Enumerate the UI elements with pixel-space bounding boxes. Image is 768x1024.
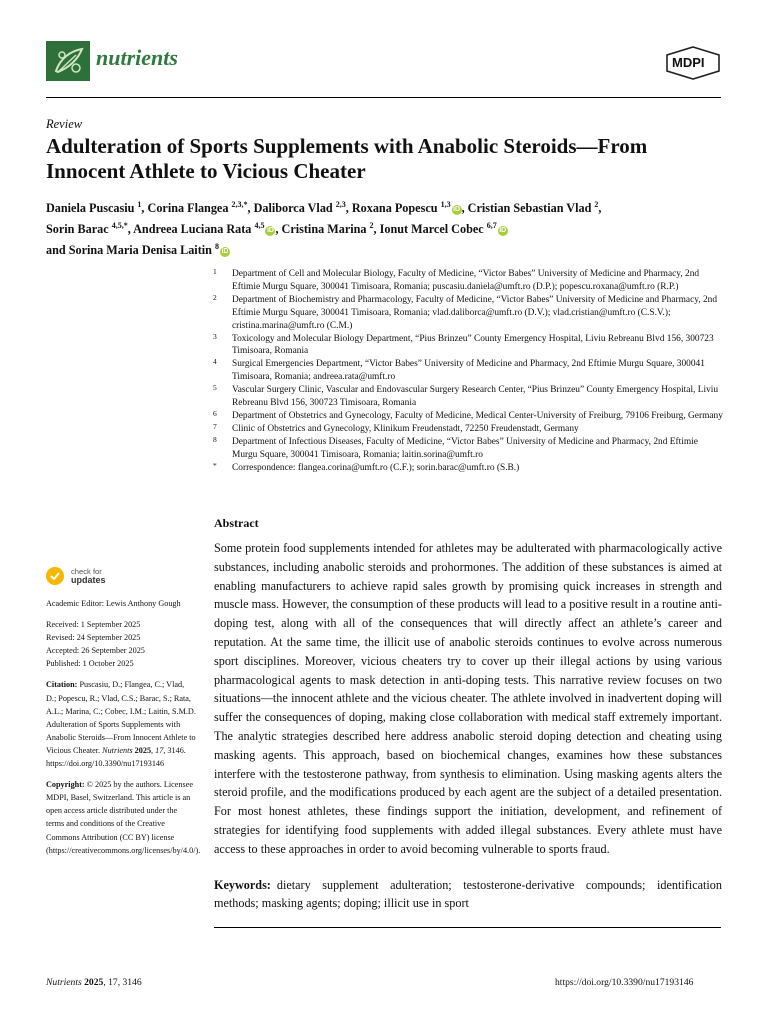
author-name: Sorin Barac [46,222,109,237]
affiliation-item [213,423,723,436]
article-type: Review [46,117,83,131]
keywords-divider [214,927,721,928]
author-affiliation-marker: 2,3 [335,200,346,209]
affiliation-item [213,333,723,359]
keywords-label: Keywords: [214,878,271,892]
mdpi-logo-icon [665,46,721,80]
orcid-icon[interactable]: iD [266,227,274,235]
orcid-icon[interactable]: iD [499,227,507,235]
affiliations [213,268,723,475]
author-line-3 [46,238,726,259]
affiliation-text: Department of Obstetrics and Gynecology, Faculty of Medicine, Medical Center-University of Freiburg, 79106 Freiburg, Germany [232,410,723,421]
author-name: Cristina Marina [281,222,367,237]
keywords-text: dietary supplement adulteration; testosterone-derivative compounds; identification methods; masking agents; doping; illicit use in sport [214,878,722,910]
accepted-date: Accepted: 26 September 2025 [46,646,145,656]
author-name: Andreea Luciana Rata [133,222,252,237]
affiliation-text: Correspondence: flangea.corina@umft.ro (C.F.); sorin.barac@umft.ro (S.B.) [232,462,520,473]
affiliation-text: Clinic of Obstetrics and Gynecology, Klinikum Freudenstadt, 72250 Freudenstadt, Germany [232,423,579,434]
abstract-text: Some protein food supplements intended for athletes may be adulterated with pharmacologically active substances, including anabolic steroids and prohormones. The addition of these substances is aimed at enabling manufacturers to achieve rapid sales growth by promising quick increases in strength and muscle mass. However, the consumption of these products will lead to a positive result in a routine anti-doping test, along with all of the consequences that will directly affect an athlete’s career and reputation. At the same time, the illicit use of anabolic steroids continues to evolve across numerous sport disciplines. Moreover, vicious cheaters try to cover up their illegal actions by using various pharmacological agents to mask detection in anti-doping tests. This narrative review focuses on two situations—the innocent athlete and the vicious cheater. The athlete involved in inadvertent doping will suffer the consequences of doping, making close collaboration with medical staff extremely important. The analytic strategies described here address anabolic steroid doping detection and cheating using masking agents. This approach, based on biochemical changes, examines how these substances interfere with the testosterone pathway, from synthesis to elimination. Using masking agents alters the steroid profile, and the modifications produced by each agent are the subject of a detailed presentation. For most honest athletes, these findings support the initiation, development, and refinement of strategies for identifying food supplements with added illegal substances. Every athlete must have access to these approaches in order to avoid becoming vulnerable to sports fraud. [214,541,722,856]
author-affiliation-marker: 2 [369,221,374,231]
affiliation-text: Surgical Emergencies Department, “Victor Babes” University of Medicine and Pharmacy, 2nd Eftimie Murgu Square, 300041 Timisoara, Romania; andreea.rata@umft.ro [232,359,705,383]
keywords [214,876,722,912]
citation-doi[interactable]: 3146. https://doi.org/10.3390/nu17193146 [46,745,186,769]
affiliation-item [213,462,723,475]
article-sidebar [46,597,201,857]
nutrients-leaf-logo-icon [46,41,90,81]
affiliation-number: 8 [213,434,217,444]
author-name: Ionut Marcel Cobec [379,222,484,237]
affiliation-number: * [213,460,217,470]
author-affiliation-marker: 1,3 [440,200,451,209]
affiliation-number: 7 [213,421,217,431]
check-updates-line1: check for [71,566,102,576]
affiliation-number: 6 [213,408,217,418]
published-date: Published: 1 October 2025 [46,659,134,669]
author-name: Roxana Popescu [351,201,438,216]
abstract-heading: Abstract [214,516,259,530]
affiliation-number: 1 [213,267,217,276]
author-list [46,196,726,259]
author-line-1: Daniela Puscasiu $^1$, Corina Flangea $^{2,3,*}$, Daliborca Vlad $^{2,3}$, Roxana Popescu $^{1,3}$iD , Cristian Sebastian Vlad $^2$, [46,200,602,216]
affiliation-number: 4 [213,357,217,367]
copyright: Copyright: © 2025 by the authors. Licensee MDPI, Basel, Switzerland. This article is an open access article distributed under the terms and conditions of the Creative Commons Attribution (CC BY) license (https://creativecommons.org/licenses/by/4.0/). [46,780,201,855]
author-affiliation-marker: 2 [594,200,599,209]
orcid-icon[interactable]: iD [221,248,229,256]
affiliation-text: Vascular Surgery Clinic, Vascular and Endovascular Surgery Research Center, “Pius Brinzeu” County Emergency Hospital, Liviu Rebreanu Blvd 156, 300723 Timisoara, Romania [232,385,719,409]
header-divider [46,97,721,98]
affiliation-item [213,294,723,333]
affiliation-number: 2 [213,292,217,302]
affiliation-text: Department of Biochemistry and Pharmacology, Faculty of Medicine, “Victor Babes” University of Medicine and Pharmacy, 2nd Eftimie Murgu Square, 300041 Timisoara, Romania; vlad.daliborca@umft.ro (D.V.); vlad.cristian@umft.ro (C.S.V.); cristina.marina@umft.ro (C.M.) [232,294,718,331]
check-for-updates-badge[interactable] [46,567,106,585]
author-name: Daliborca Vlad [253,201,333,216]
citation-label: Citation: [46,680,78,690]
check-updates-line2: updates [71,574,106,585]
affiliation-number: 3 [213,331,217,341]
author-name: Cristian Sebastian Vlad [467,201,592,216]
academic-editor: Academic Editor: Lewis Anthony Gough [46,599,181,608]
article-title: Adulteration of Sports Supplements with Anabolic Steroids—From Innocent Athlete to Vicious Cheater [46,134,648,183]
author-name: Daniela Puscasiu [46,201,135,216]
orcid-icon[interactable]: iD [453,206,461,214]
author-name: Sorina Maria Denisa Laitin [68,243,212,258]
affiliation-item [213,384,723,410]
affiliation-number: 5 [213,383,217,393]
affiliation-text: Toxicology and Molecular Biology Department, “Pius Brinzeu” County Emergency Hospital, Liviu Rebreanu Blvd 156, 300723 Timisoara, Romania [232,333,714,357]
footer-doi-link[interactable]: https://doi.org/10.3390/nu17193146 [555,977,694,988]
author-line-2: Sorin Barac $^{4,5,*}$, Andreea Luciana Rata $^{4,5}$iD , Cristina Marina $^2$, Ionut Marcel Cobec $^{6,7}$iD [46,221,507,237]
author-name: Corina Flangea [147,201,229,216]
copyright-label: Copyright: [46,780,85,790]
affiliation-text: Department of Infectious Diseases, Faculty of Medicine, “Victor Babes” University of Medicine and Pharmacy, 2nd Eftimie Murgu Square, 300041 Timisoara, Romania; laitin.sorina@umft.ro [232,436,698,460]
author-affiliation-marker: 2,3,* [231,200,248,209]
author-conjunction: and [46,243,69,258]
check-for-updates-icon [46,567,64,585]
affiliation-item [213,358,723,384]
publisher-name: MDPI [672,55,705,70]
author-affiliation-marker: 4,5,* [111,221,128,231]
citation: Citation: Puscasiu, D.; Flangea, C.; Vlad, D.; Popescu, R.; Vlad, C.S.; Barac, S.; Rata, A.L.; Marina, C.; Cobec, I.M.; Laitin, S.M.D. Adulteration of Sports Supplements with Anabolic Steroids—From Innocent Athlete to Vicious Cheater. Nutrients 2025, 17, 3146. https://doi.org/10.3390/nu17193146 [46,680,196,769]
journal-name: nutrients [96,45,178,70]
affiliation-text: Department of Cell and Molecular Biology, Faculty of Medicine, “Victor Babes” University of Medicine and Pharmacy, 2nd Eftimie Murgu Square, 300041 Timisoara, Romania; puscasiu.daniela@umft.ro (D.P.); popescu.roxana@umft.ro (R.P.) [232,269,700,292]
revised-date: Revised: 24 September 2025 [46,633,141,643]
author-affiliation-marker: 6,7 [486,221,497,231]
affiliation-item [213,268,723,294]
footer-citation: Nutrients 2025, 17, 3146 [46,977,142,988]
author-affiliation-marker: 4,5 [254,221,265,231]
affiliation-item [213,410,723,423]
received-date: Received: 1 September 2025 [46,620,141,630]
author-affiliation-marker: 8 [214,242,219,252]
affiliation-item [213,436,723,462]
author-affiliation-marker: 1 [137,200,142,209]
